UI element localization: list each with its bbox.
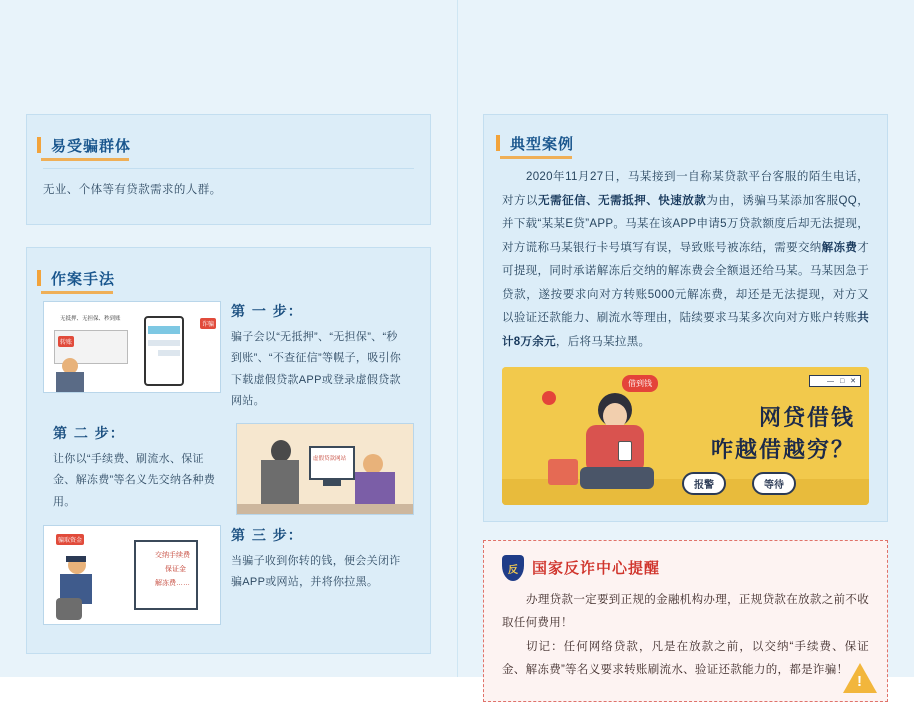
illus-label: 虚假贷款网站 — [313, 455, 347, 462]
column-divider — [457, 0, 458, 677]
illus-person-body — [586, 425, 644, 473]
online-loan-poverty-illustration — [502, 367, 869, 505]
warning-paragraph: 办理贷款一定要到正规的金融机构办理，正规贷款在放款之前不收取任何费用！ — [502, 593, 869, 630]
illus-label: 无抵押、无担保、秒到账 — [60, 316, 121, 322]
illus-window-controls: — □ ✕ — [809, 375, 861, 387]
illus-thief-mask — [66, 556, 86, 562]
illus-monitor — [309, 446, 355, 480]
case-text-emphasis: 解冻费 — [821, 241, 858, 254]
step-body: 当骗子收到你转的钱，便会关闭诈骗APP或网站，并将你拉黑。 — [231, 554, 401, 589]
illus-person-body — [56, 372, 84, 392]
fake-loan-app-illustration — [43, 301, 221, 393]
illus-scammer-body — [261, 460, 299, 508]
typical-case-body — [502, 166, 869, 355]
illus-shape — [158, 350, 180, 356]
illus-victim-body — [355, 472, 395, 508]
methods-heading: 作案手法 — [43, 268, 115, 289]
step-text — [43, 423, 236, 513]
illus-shopping-bag — [548, 459, 578, 485]
shield-icon — [502, 555, 524, 581]
vulnerable-group-body: 无业、个体等有贷款需求的人群。 — [43, 168, 414, 202]
scammer-computer-illustration — [236, 423, 414, 515]
case-text-part: 2020年11月27日，马某接到一自称某贷款平台客服的陌生电话，对方以 — [502, 171, 869, 207]
case-text-part: 为由，诱骗马某添加客服QQ，并下载“某某E贷”APP。马某在该APP申请5万贷款额度后却无法提现，对方谎称马某银行卡号填写有误，导致账号被冻结，需要交纳 — [502, 194, 870, 254]
illus-money-bag — [56, 598, 82, 620]
illus-phone — [618, 441, 632, 461]
illus-tag: 转账 — [58, 336, 74, 347]
illus-shape — [148, 326, 180, 334]
illus-label: 保证金 — [165, 565, 186, 573]
illus-monitor-stand — [323, 480, 341, 486]
illus-headline-line2: 咋越借越穷？ — [710, 437, 855, 463]
step-row — [43, 525, 414, 625]
warning-body — [502, 589, 869, 683]
warning-title: 国家反诈中心提醒 — [532, 559, 661, 577]
methods-panel — [26, 247, 431, 654]
case-text-emphasis: 共计8万余元 — [502, 312, 869, 348]
warning-heading-row — [502, 555, 869, 581]
step-body: 骗子会以“无抵押”、“无担保”、“秒到账”、“不查征信”等幌子，吸引你下载虚假贷款APP或登录虚假贷款网站。 — [231, 331, 402, 408]
warning-paragraph: 切记：任何网络贷款，凡是在放款之前，以交纳“手续费、保证金、解冻费”等名义要求转账刷流水、验证还款能力的，都是诈骗！ — [502, 640, 869, 677]
step-row — [43, 301, 414, 413]
step-row — [43, 423, 414, 515]
case-text-part: ，后将马某拉黑。 — [555, 335, 651, 348]
step-title: 第 一 步： — [231, 304, 303, 320]
anti-fraud-warning-panel — [483, 540, 888, 702]
step-text — [221, 301, 414, 413]
illus-scammer-head — [271, 440, 291, 462]
step-title: 第 二 步： — [53, 425, 125, 442]
illus-button-wait[interactable]: 等待 — [752, 472, 796, 495]
step-text — [221, 525, 414, 594]
illus-label: 交纳手续费 — [155, 551, 190, 559]
typical-case-heading: 典型案例 — [502, 133, 574, 154]
right-column — [457, 0, 914, 677]
illus-desk — [237, 504, 413, 515]
case-text-part: 才可提现，同时承诺解冻后交纳的解冻费会全额退还给马某。马某因急于贷款，遂按要求向对方转账5000元解冻费，却还是无法提现，对方又以验证还款能力、刷流水等理由，陆续要求马某多次向对方账户转账 — [502, 241, 869, 325]
vulnerable-group-heading: 易受骗群体 — [43, 135, 131, 156]
illus-shape — [148, 340, 180, 346]
illus-button-report[interactable]: 报警 — [682, 472, 726, 495]
illus-speech-bubble: 借到钱 — [622, 375, 658, 392]
illus-headline-line1: 网贷借钱 — [758, 405, 855, 431]
illus-victim-head — [363, 454, 383, 474]
illus-person-legs — [580, 467, 654, 489]
step-title: 第 三 步： — [231, 527, 303, 544]
left-column — [0, 0, 457, 677]
step-body: 让你以“手续费、刷流水、保证金、解冻费”等名义先交纳各种费用。 — [53, 452, 216, 508]
illus-heart-icon — [542, 391, 556, 405]
illus-tag: 诈骗 — [200, 318, 216, 329]
warning-triangle-icon — [843, 663, 877, 693]
illus-tag: 骗取资金 — [56, 534, 84, 545]
thief-closing-site-illustration — [43, 525, 221, 625]
typical-case-panel — [483, 114, 888, 522]
shield-icon-label: 反 — [508, 564, 518, 576]
vulnerable-group-panel — [26, 114, 431, 225]
case-text-emphasis: 无需征信、无需抵押、快速放款 — [538, 194, 707, 207]
illus-label: 解冻费…… — [155, 579, 190, 587]
